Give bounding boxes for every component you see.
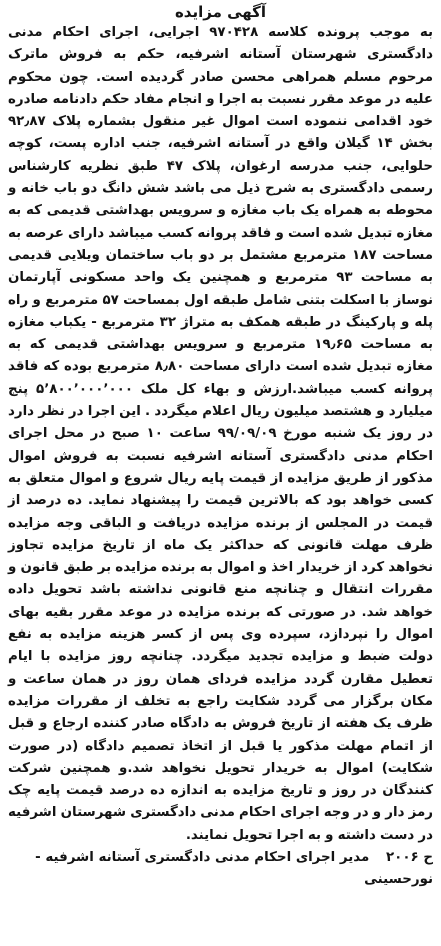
footer-signature-line [8,847,433,869]
footer-signature: مدیر اجرای احکام مدنی دادگستری آستانه اشرفیه - [35,849,370,865]
footer-name: نورحسینی [364,872,433,888]
footer-code: ح ۲۰۰۶ [385,849,433,865]
notice-body: به موجب پرونده کلاسه ۹۷۰۴۲۸ اجرایی، اجرای احکام مدنی دادگستری شهرستان آستانه اشرفیه، حکم به فروش ماترک مرحوم مسلم همراهی محسن صادر گردیده است. چون محکوم علیه در موعد مقرر نسبت به اجرا و انجام مفاد حکم دادنامه صادره خود اقدامی ننموده است اموال غیر منقول بشماره پلاک ۹۲٫۸۷ بخش ۱۴ گیلان واقع در آستانه اشرفیه، جنب اداره پست، کوچه حلوایی، جنب مدرسه ارغوان، پلاک ۴۷ طبق نظریه کارشناس رسمی دادگستری به شرح ذیل می باشد شش دانگ دو باب خانه و محوطه به همراه یک باب مغازه و سرویس بهداشتی قدیمی که به مغازه تبدیل شده است و فاقد پروانه کسب میباشد دارای عرصه به مساحت ۱۸۷ مترمربع مشتمل بر دو باب ساختمان ویلایی قدیمی به مساحت ۹۳ مترمربع و همچنین یک واحد مسکونی آپارتمان نوساز با اسکلت بتنی شامل طبقه اول بمساحت ۵۷ مترمربع و راه پله و پارکینگ در طبقه همکف به متراژ ۳۲ مترمربع - یکباب مغازه به مساحت ۱۹٫۶۵ مترمربع و سرویس بهداشتی قدیمی که به مغازه تبدیل شده است دارای مساحت ۸٫۸۰ مترمربع بوده که فاقد پروانه کسب میباشد.ارزش و بهاء کل ملک ۵٬۸۰۰٬۰۰۰٬۰۰۰ پنج میلیارد و هشتصد میلیون ریال اعلام میگردد . این اجرا در نظر دارد در روز یک شنبه مورخ ۹۹/۰۹/۰۹ ساعت ۱۰ صبح در محل اجرای احکام مدنی دادگستری آستانه اشرفیه نسبت به فروش اموال مذکور از طریق مزایده از قیمت پایه ریال شروع و اموال متعلق به کسی خواهد بود که بالاترین قیمت را پیشنهاد نماید. ده درصد از قیمت در المجلس از برنده مزایده دریافت و الباقی وجه مزایده ظرف مهلت قانونی که حداکثر یک ماه از تاریخ مزایده تجاوز نخواهد کرد از خریدار اخذ و اموال به برنده مزایده بر طبق قانون و مقررات انتقال و چنانچه منع قانونی نداشته باشد تحویل داده خواهد شد. در صورتی که برنده مزایده در موعد مقرر بقیه بهای اموال را نپردازد، سپرده وی پس از کسر هزینه مزایده به نفع دولت ضبط و مزایده تجدید میگردد. چنانچه روز مزایده با ایام تعطیل مقارن گردد مزایده فردای همان روز در همان ساعت و مکان برگزار می گردد شکایت راجع به تخلف از مقررات مزایده ظرف یک هفته از تاریخ فروش به دادگاه صادر کننده ارجاع و قبل از اتمام مهلت مذکور یا قبل از اتخاذ تصمیم دادگاه (در صورت شکایت) اموال به خریدار تحویل نخواهد شد.و همچنین شرکت کنندگان در روز و تاریخ مزایده به اندازه ده درصد قیمت پایه چک رمز دار و در وجه اجرای احکام مدنی دادگستری شهرستان اشرفیه در دست داشته و به اجرا تحویل نمایند. [8,25,434,843]
notice-title: آگهی مزایده [174,3,267,21]
notice-footer [8,847,433,892]
